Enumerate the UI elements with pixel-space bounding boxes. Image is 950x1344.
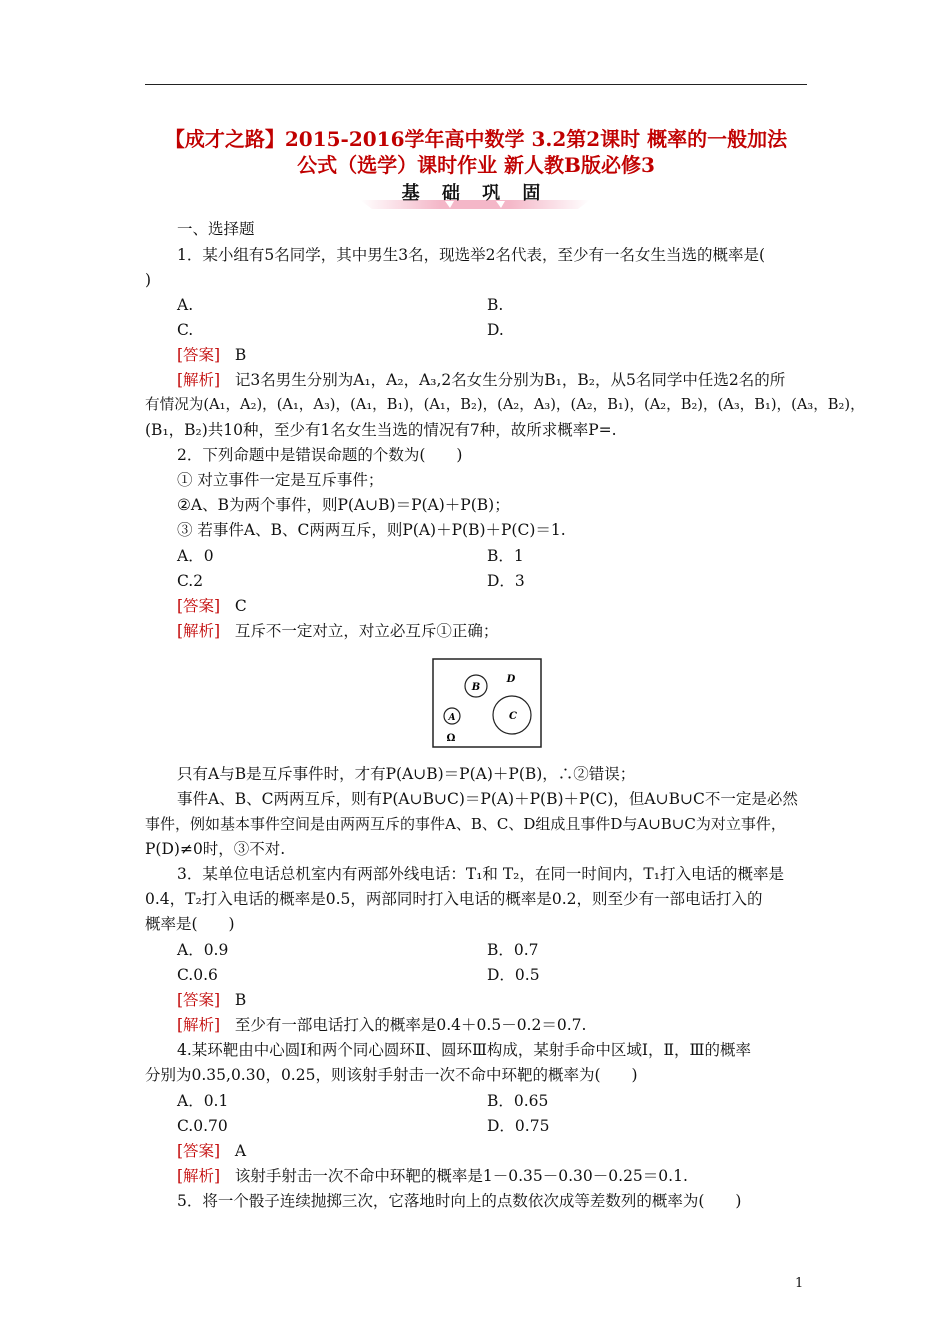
q1-answer-value: B (234, 346, 247, 364)
q1-analysis-line-2: 有情况为(A₁，A₂)，(A₁，A₃)，(A₁，B₁)，(A₁，B₂)，(A₂，A₃)，(A₂，B₁)，(A₂，B₂)，(A₃，B₁)，(A₃，B₂)， (145, 396, 865, 413)
venn-label-d: D (506, 674, 516, 685)
page-number: 1 (795, 1276, 804, 1291)
answer-tag: [答案] (177, 346, 221, 364)
page-title-line-1: 【成才之路】2015-2016学年高中数学 3.2第2课时 概率的一般加法 (164, 127, 788, 151)
venn-diagram (432, 658, 542, 748)
q1-option-b: B. (487, 296, 504, 314)
q1-option-a: A. (177, 296, 194, 314)
q2-after-line-1: 只有A与B是互斥事件时，才有P(A∪B)＝P(A)＋P(B)，∴②错误； (177, 765, 636, 783)
q3-analysis-text: 至少有一部电话打入的概率是0.4＋0.5－0.2＝0.7. (234, 1016, 587, 1034)
q2-stem: 2．下列命题中是错误命题的个数为( ) (177, 446, 463, 464)
header-rule (145, 84, 807, 85)
venn-label-c: C (509, 711, 517, 722)
q4-stem-line-2: 分别为0.35,0.30，0.25，则该射手射击一次不命中环靶的概率为( ) (145, 1066, 638, 1084)
venn-label-b: B (471, 682, 481, 693)
q3-stem-line-1: 3．某单位电话总机室内有两部外线电话：T₁和 T₂，在同一时间内，T₁打入电话的概率是 (177, 865, 784, 883)
section-banner (350, 176, 600, 210)
q2-after-line-4: P(D)≠0时，③不对. (145, 840, 286, 858)
q2-item-2: ②A、B为两个事件，则P(A∪B)＝P(A)＋P(B)； (177, 496, 510, 514)
q4-option-c: C.0.70 (177, 1117, 228, 1135)
q1-option-c: C. (177, 321, 194, 339)
q4-option-b: B．0.65 (487, 1092, 549, 1110)
venn-label-omega: Ω (446, 733, 456, 744)
q1-stem-line-1: 1．某小组有5名同学，其中男生3名，现选举2名代表，至少有一名女生当选的概率是( (177, 246, 765, 264)
answer-tag: [答案] (177, 991, 221, 1009)
q2-item-3: ③ 若事件A、B、C两两互斥，则P(A)＋P(B)＋P(C)＝1. (177, 521, 566, 539)
q2-analysis-line-1 (177, 621, 842, 641)
q1-analysis-text-1: 记3名男生分别为A₁，A₂，A₃,2名女生分别为B₁，B₂，从5名同学中任选2名的所 (234, 371, 786, 389)
q3-option-b: B．0.7 (487, 941, 539, 959)
q4-stem-line-1: 4.某环靶由中心圆Ⅰ和两个同心圆环Ⅱ、圆环Ⅲ构成，某射手命中区域Ⅰ，Ⅱ，Ⅲ的概率 (177, 1041, 752, 1059)
q2-option-d: D．3 (487, 572, 525, 590)
q3-stem-line-3: 概率是( ) (145, 915, 235, 933)
q1-answer (177, 345, 842, 365)
q4-analysis-text: 该射手射击一次不命中环靶的概率是1－0.35－0.30－0.25＝0.1. (234, 1167, 688, 1185)
analysis-tag: [解析] (177, 1016, 221, 1034)
analysis-tag: [解析] (177, 622, 221, 640)
q3-answer (177, 990, 842, 1010)
q2-answer (177, 596, 842, 616)
q3-option-d: D．0.5 (487, 966, 540, 984)
q2-after-line-3: 事件，例如基本事件空间是由两两互斥的事件A、B、C、D组成且事件D与A∪B∪C为对立事件， (145, 815, 786, 833)
q3-analysis (177, 1015, 842, 1035)
venn-label-a: A (448, 713, 456, 723)
q2-after-line-2: 事件A、B、C两两互斥，则有P(A∪B∪C)＝P(A)＋P(B)＋P(C)，但A∪B∪C不一定是必然 (177, 790, 798, 808)
q2-analysis-text-1: 互斥不一定对立，对立必互斥①正确； (234, 622, 499, 640)
q2-answer-value: C (234, 597, 247, 615)
q3-stem-line-2: 0.4，T₂打入电话的概率是0.5，两部同时打入电话的概率是0.2，则至少有一部电话打入的 (145, 890, 763, 908)
q3-answer-value: B (234, 991, 247, 1009)
part-heading: 一、选择题 (177, 220, 255, 238)
q4-answer (177, 1141, 842, 1161)
q1-analysis-line-1 (177, 370, 842, 390)
q2-option-a: A．0 (177, 547, 214, 565)
q1-analysis-line-3: (B₁，B₂)共10种，至少有1名女生当选的情况有7种，故所求概率P=. (145, 421, 617, 439)
q1-stem-line-2: ) (145, 271, 152, 289)
section-label: 基 础 巩 固 (401, 183, 549, 204)
q3-option-a: A．0.9 (177, 941, 229, 959)
answer-tag: [答案] (177, 1142, 221, 1160)
q2-option-c: C.2 (177, 572, 204, 590)
q2-option-b: B．1 (487, 547, 524, 565)
q4-option-a: A．0.1 (177, 1092, 229, 1110)
q2-item-1: ① 对立事件一定是互斥事件； (177, 471, 384, 489)
q4-option-d: D．0.75 (487, 1117, 550, 1135)
analysis-tag: [解析] (177, 1167, 221, 1185)
q5-stem: 5．将一个骰子连续抛掷三次，它落地时向上的点数依次成等差数列的概率为( ) (177, 1192, 742, 1210)
answer-tag: [答案] (177, 597, 221, 615)
q1-option-d: D. (487, 321, 504, 339)
q4-answer-value: A (234, 1142, 247, 1160)
q3-option-c: C.0.6 (177, 966, 218, 984)
q4-analysis (177, 1166, 842, 1186)
page-title-line-2: 公式（选学）课时作业 新人教B版必修3 (297, 153, 655, 177)
analysis-tag: [解析] (177, 371, 221, 389)
